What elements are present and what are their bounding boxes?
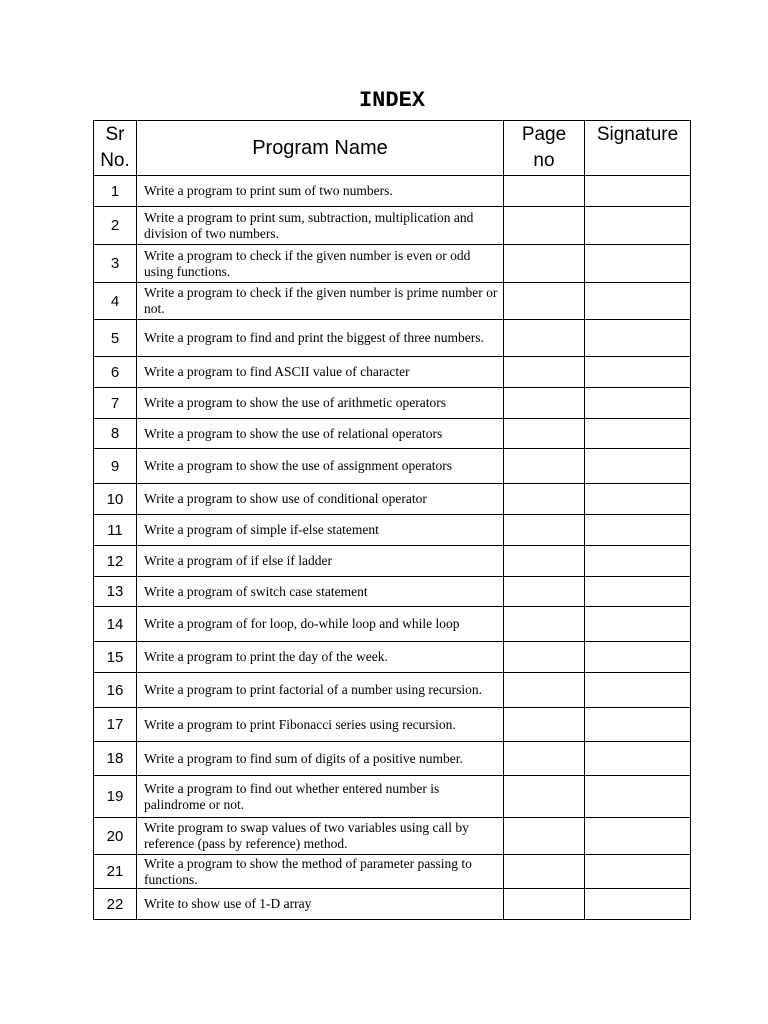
index-table: [93, 120, 691, 920]
signature-cell[interactable]: [585, 245, 691, 283]
program-name-cell: Write a program to print sum, subtraction, multiplication and division of two numbers.: [137, 207, 504, 245]
page-no-cell[interactable]: [504, 708, 585, 742]
signature-cell[interactable]: [585, 546, 691, 577]
program-name-cell: Write a program to print Fibonacci series using recursion.: [137, 708, 504, 742]
header-row: [94, 121, 691, 176]
program-name-cell: Write a program of if else if ladder: [137, 546, 504, 577]
page-no-header: [504, 121, 585, 176]
sr-no-cell: 12: [94, 546, 137, 577]
signature-cell[interactable]: [585, 515, 691, 546]
page-no-cell[interactable]: [504, 673, 585, 708]
program-name-cell: Write a program of for loop, do-while loop and while loop: [137, 607, 504, 642]
table-row: [94, 357, 691, 388]
program-name-cell: Write a program to show the use of relational operators: [137, 419, 504, 449]
page-no-cell[interactable]: [504, 515, 585, 546]
page-no-cell[interactable]: [504, 855, 585, 889]
signature-cell[interactable]: [585, 419, 691, 449]
sr-no-cell: 15: [94, 642, 137, 673]
page-header-line-2: no: [533, 150, 555, 171]
table-row: [94, 484, 691, 515]
page-no-cell[interactable]: [504, 245, 585, 283]
program-name-cell: Write a program to find and print the biggest of three numbers.: [137, 320, 504, 357]
program-name-cell: Write a program to check if the given number is prime number or not.: [137, 283, 504, 320]
page-no-cell[interactable]: [504, 546, 585, 577]
page-no-cell[interactable]: [504, 357, 585, 388]
program-name-cell: Write a program of switch case statement: [137, 577, 504, 607]
signature-cell[interactable]: [585, 673, 691, 708]
signature-cell[interactable]: [585, 388, 691, 419]
sr-no-cell: 16: [94, 673, 137, 708]
sr-no-cell: 9: [94, 449, 137, 484]
sr-no-cell: 17: [94, 708, 137, 742]
signature-cell[interactable]: [585, 855, 691, 889]
page-no-cell[interactable]: [504, 176, 585, 207]
signature-cell[interactable]: [585, 742, 691, 776]
sr-no-cell: 18: [94, 742, 137, 776]
program-name-cell: Write to show use of 1-D array: [137, 889, 504, 920]
program-name-cell: Write a program to show use of conditional operator: [137, 484, 504, 515]
program-name-cell: Write a program to find out whether entered number is palindrome or not.: [137, 776, 504, 818]
program-name-cell: Write a program to check if the given number is even or odd using functions.: [137, 245, 504, 283]
page-no-cell[interactable]: [504, 742, 585, 776]
page-no-cell[interactable]: [504, 320, 585, 357]
table-row: [94, 388, 691, 419]
program-name-cell: Write a program to find sum of digits of a positive number.: [137, 742, 504, 776]
sr-header-line-1: Sr: [105, 124, 125, 145]
sr-no-cell: 3: [94, 245, 137, 283]
sr-no-cell: 20: [94, 818, 137, 855]
page-no-cell[interactable]: [504, 449, 585, 484]
program-name-cell: Write a program to print factorial of a number using recursion.: [137, 673, 504, 708]
page-no-cell[interactable]: [504, 484, 585, 515]
program-name-cell: Write a program to print the day of the week.: [137, 642, 504, 673]
sr-no-cell: 8: [94, 419, 137, 449]
signature-cell[interactable]: [585, 642, 691, 673]
sr-no-cell: 22: [94, 889, 137, 920]
table-row: [94, 283, 691, 320]
program-name-header: Program Name: [137, 121, 504, 176]
sr-no-header: [94, 121, 137, 176]
program-name-cell: Write a program of simple if-else statement: [137, 515, 504, 546]
table-row: [94, 207, 691, 245]
table-row: [94, 546, 691, 577]
sr-no-cell: 4: [94, 283, 137, 320]
table-row: [94, 449, 691, 484]
signature-cell[interactable]: [585, 607, 691, 642]
table-row: [94, 245, 691, 283]
sr-no-cell: 6: [94, 357, 137, 388]
table-row: [94, 577, 691, 607]
table-row: [94, 419, 691, 449]
program-name-cell: Write a program to show the method of parameter passing to functions.: [137, 855, 504, 889]
page-no-cell[interactable]: [504, 283, 585, 320]
sr-no-cell: 2: [94, 207, 137, 245]
program-name-cell: Write program to swap values of two variables using call by reference (pass by reference) method.: [137, 818, 504, 855]
program-name-cell: Write a program to show the use of arithmetic operators: [137, 388, 504, 419]
table-row: [94, 673, 691, 708]
table-row: [94, 742, 691, 776]
sr-no-cell: 5: [94, 320, 137, 357]
signature-cell[interactable]: [585, 357, 691, 388]
page-no-cell[interactable]: [504, 776, 585, 818]
sr-no-cell: 19: [94, 776, 137, 818]
sr-header-line-2: No.: [100, 150, 130, 171]
page-no-cell[interactable]: [504, 388, 585, 419]
signature-cell[interactable]: [585, 283, 691, 320]
table-row: [94, 889, 691, 920]
table-row: [94, 855, 691, 889]
signature-cell[interactable]: [585, 320, 691, 357]
signature-cell[interactable]: [585, 818, 691, 855]
signature-cell[interactable]: [585, 484, 691, 515]
page-no-cell[interactable]: [504, 889, 585, 920]
table-row: [94, 320, 691, 357]
page-title: INDEX: [358, 88, 425, 113]
page-no-cell[interactable]: [504, 207, 585, 245]
signature-cell[interactable]: [585, 889, 691, 920]
sr-no-cell: 11: [94, 515, 137, 546]
table-row: [94, 176, 691, 207]
page-no-cell[interactable]: [504, 419, 585, 449]
table-row: [94, 818, 691, 855]
program-name-cell: Write a program to print sum of two numbers.: [137, 176, 504, 207]
page-no-cell[interactable]: [504, 607, 585, 642]
table-row: [94, 776, 691, 818]
sr-no-cell: 13: [94, 577, 137, 607]
signature-cell[interactable]: [585, 207, 691, 245]
sr-no-cell: 7: [94, 388, 137, 419]
page-no-cell[interactable]: [504, 818, 585, 855]
page-no-cell[interactable]: [504, 577, 585, 607]
table-row: [94, 515, 691, 546]
sr-no-cell: 1: [94, 176, 137, 207]
sr-no-cell: 14: [94, 607, 137, 642]
sr-no-cell: 10: [94, 484, 137, 515]
page-header-line-1: Page: [521, 124, 567, 145]
signature-cell[interactable]: [585, 708, 691, 742]
signature-cell[interactable]: [585, 176, 691, 207]
signature-cell[interactable]: [585, 776, 691, 818]
signature-header: Signature: [585, 121, 691, 176]
page-no-cell[interactable]: [504, 642, 585, 673]
sr-no-cell: 21: [94, 855, 137, 889]
table-row: [94, 642, 691, 673]
program-name-cell: Write a program to show the use of assignment operators: [137, 449, 504, 484]
table-body: [94, 176, 691, 920]
table-row: [94, 708, 691, 742]
program-name-cell: Write a program to find ASCII value of character: [137, 357, 504, 388]
signature-cell[interactable]: [585, 577, 691, 607]
table-row: [94, 607, 691, 642]
signature-cell[interactable]: [585, 449, 691, 484]
